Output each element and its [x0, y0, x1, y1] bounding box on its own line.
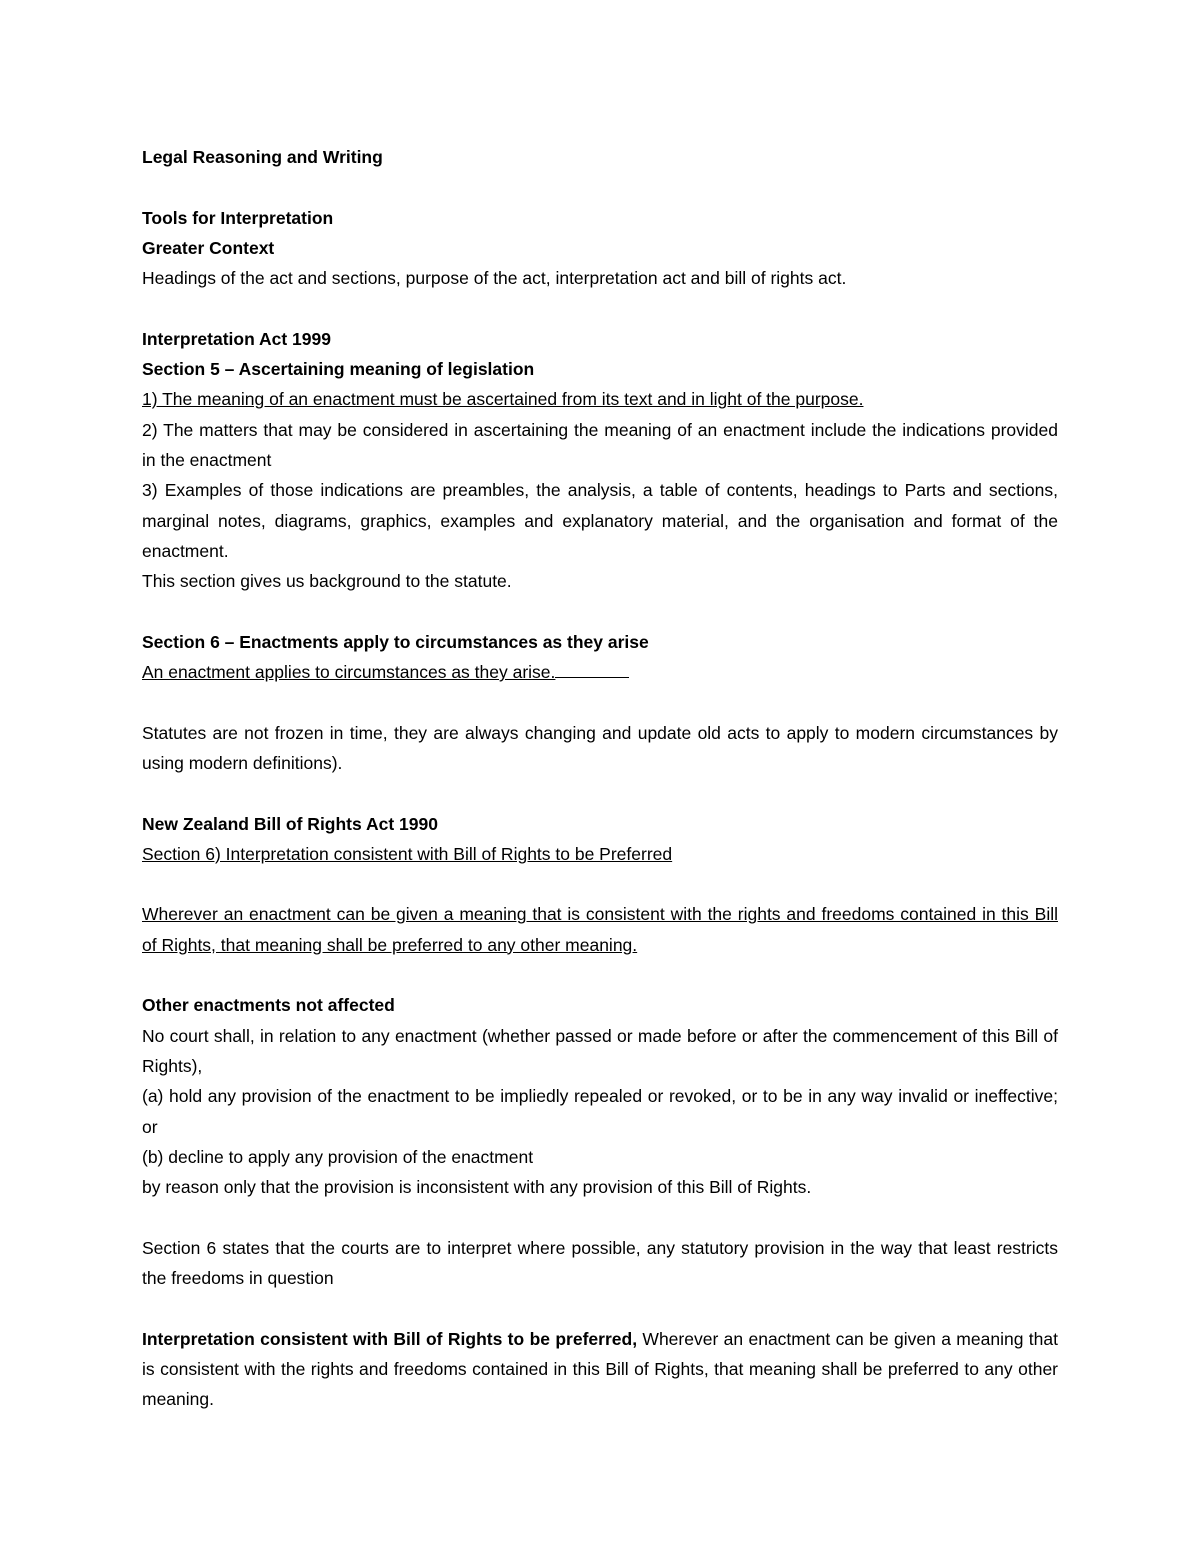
underline-rule: [555, 676, 629, 678]
other-enactments-item-b: (b) decline to apply any provision of the enactment: [142, 1146, 534, 1167]
spacer: [142, 869, 1058, 899]
spacer: [142, 596, 1058, 626]
document-title: Legal Reasoning and Writing: [142, 147, 383, 167]
final-paragraph: [142, 1324, 1058, 1415]
other-enactments-tail: by reason only that the provision is inconsistent with any provision of this Bill of Rights.: [142, 1177, 812, 1198]
section-6-line: [142, 657, 1058, 687]
other-enactments-heading: Other enactments not affected: [142, 995, 395, 1016]
final-paragraph-text: Wherever an enactment can be given a meaning that is consistent with the rights and freedoms contained in this Bill of Rights, that meaning shall be preferred to any other meaning.: [142, 1328, 1058, 1410]
spacer: [142, 1202, 1058, 1232]
section-6-states-text: Section 6 states that the courts are to interpret where possible, any statutory provision in the way that least restricts the freedoms in question: [142, 1237, 1058, 1288]
interpretation-act-heading: Interpretation Act 1999: [142, 328, 331, 349]
section-6-heading: Section 6 – Enactments apply to circumstances as they arise: [142, 631, 649, 652]
section-5-item-2: 2) The matters that may be considered in ascertaining the meaning of an enactment include the indications provided in the enactment: [142, 419, 1058, 470]
spacer: [142, 687, 1058, 717]
tools-heading: Tools for Interpretation: [142, 207, 334, 228]
section-5-note: This section gives us background to the statute.: [142, 571, 512, 592]
statutes-text: Statutes are not frozen in time, they are always changing and update old acts to apply to modern circumstances by using modern definitions).: [142, 722, 1058, 773]
document-page: [142, 142, 1058, 1414]
nzbora-heading: New Zealand Bill of Rights Act 1990: [142, 813, 438, 834]
other-enactments-item-a: (a) hold any provision of the enactment to be impliedly repealed or revoked, or to be in any way invalid or ineffective; or: [142, 1086, 1058, 1137]
greater-context-heading: Greater Context: [142, 237, 275, 258]
nzbora-section-6-heading: Section 6) Interpretation consistent with Bill of Rights to be Preferred: [142, 843, 673, 864]
greater-context-text: Headings of the act and sections, purpose of the act, interpretation act and bill of rights act.: [142, 268, 847, 289]
section-5-item-1: 1) The meaning of an enactment must be ascertained from its text and in light of the purpose.: [142, 389, 864, 410]
section-5-item-3: 3) Examples of those indications are preambles, the analysis, a table of contents, headings to Parts and sections, marginal notes, diagrams, graphics, examples and explanatory material, and the organisation and format of the enactment.: [142, 480, 1058, 561]
spacer: [142, 293, 1058, 323]
other-enactments-intro: No court shall, in relation to any enactment (whether passed or made before or after the commencement of this Bill of Rights),: [142, 1025, 1058, 1076]
section-5-heading: Section 5 – Ascertaining meaning of legislation: [142, 359, 535, 380]
spacer: [142, 960, 1058, 990]
spacer: [142, 1293, 1058, 1323]
section-6-text: An enactment applies to circumstances as they arise.: [142, 662, 556, 683]
final-paragraph-bold: Interpretation consistent with Bill of Rights to be preferred,: [142, 1328, 638, 1349]
spacer: [142, 172, 1058, 202]
spacer: [142, 778, 1058, 808]
nzbora-section-6-text: Wherever an enactment can be given a meaning that is consistent with the rights and freedoms contained in this Bill of Rights, that meaning shall be preferred to any other meaning.: [142, 904, 1058, 955]
